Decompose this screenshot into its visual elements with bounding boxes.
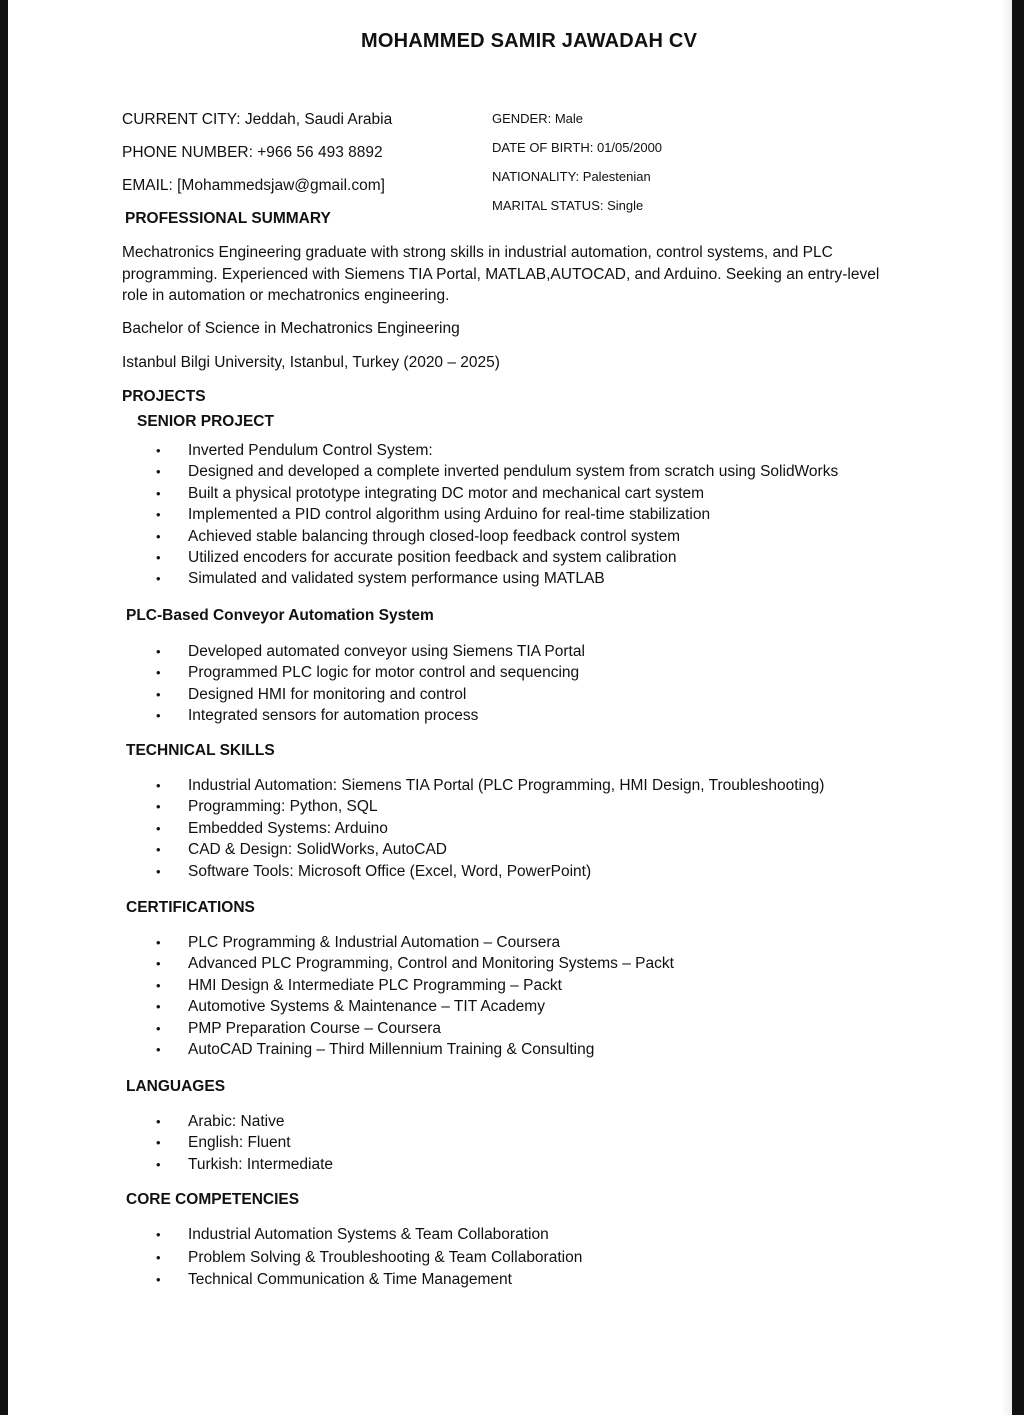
- list-item: • Embedded Systems: Arduino: [156, 818, 824, 839]
- list-item: • Designed and developed a complete inverted pendulum system from scratch using SolidWorks: [156, 461, 838, 482]
- cv-page: [8, 0, 1012, 1415]
- document-title: MOHAMMED SAMIR JAWADAH CV: [361, 30, 698, 52]
- list-item: • PMP Preparation Course – Coursera: [156, 1018, 674, 1039]
- projects-heading: PROJECTS: [122, 388, 206, 405]
- current-city: CURRENT CITY: Jeddah, Saudi Arabia: [122, 111, 393, 128]
- list-item: • Programming: Python, SQL: [156, 796, 824, 817]
- list-item: • Simulated and validated system performance using MATLAB: [156, 568, 838, 589]
- marital-status: MARITAL STATUS: Single: [492, 198, 644, 213]
- senior-project-heading: SENIOR PROJECT: [137, 413, 274, 430]
- university: Istanbul Bilgi University, Istanbul, Turkey (2020 – 2025): [122, 354, 500, 371]
- gender: GENDER: Male: [492, 111, 584, 126]
- skills-heading: TECHNICAL SKILLS: [126, 742, 275, 759]
- nationality: NATIONALITY: Palestenian: [492, 169, 651, 184]
- list-item: • CAD & Design: SolidWorks, AutoCAD: [156, 839, 824, 860]
- languages-heading: LANGUAGES: [126, 1078, 226, 1095]
- list-item: • Advanced PLC Programming, Control and Monitoring Systems – Packt: [156, 953, 674, 974]
- list-item: • English: Fluent: [156, 1132, 333, 1153]
- date-of-birth: DATE OF BIRTH: 01/05/2000: [492, 140, 663, 155]
- list-item: • HMI Design & Intermediate PLC Programming – Packt: [156, 975, 674, 996]
- plc-project-heading: PLC-Based Conveyor Automation System: [126, 607, 434, 624]
- list-item: • Programmed PLC logic for motor control and sequencing: [156, 662, 585, 683]
- competencies-heading: CORE COMPETENCIES: [126, 1191, 300, 1208]
- list-item: • Industrial Automation: Siemens TIA Portal (PLC Programming, HMI Design, Troubleshooting): [156, 775, 824, 796]
- list-item: • Software Tools: Microsoft Office (Excel, Word, PowerPoint): [156, 861, 824, 882]
- list-item: • Built a physical prototype integrating DC motor and mechanical cart system: [156, 483, 838, 504]
- languages-list: [156, 1111, 333, 1175]
- list-item: • Automotive Systems & Maintenance – TIT Academy: [156, 996, 674, 1017]
- list-item: • Utilized encoders for accurate position feedback and system calibration: [156, 547, 838, 568]
- list-item: • Industrial Automation Systems & Team Collaboration: [156, 1224, 582, 1247]
- skills-list: [156, 775, 824, 882]
- summary-heading: PROFESSIONAL SUMMARY: [125, 210, 331, 227]
- list-item: • Designed HMI for monitoring and control: [156, 684, 585, 705]
- page-edge-shadow: [1002, 0, 1012, 1415]
- phone-number: PHONE NUMBER: +966 56 493 8892: [122, 144, 383, 161]
- list-item: • Developed automated conveyor using Siemens TIA Portal: [156, 641, 585, 662]
- competencies-list: [156, 1224, 582, 1292]
- certifications-list: [156, 932, 674, 1060]
- list-item: • Arabic: Native: [156, 1111, 333, 1132]
- senior-project-list: [156, 440, 838, 590]
- list-item: • PLC Programming & Industrial Automation – Coursera: [156, 932, 674, 953]
- degree: Bachelor of Science in Mechatronics Engineering: [122, 320, 460, 337]
- list-item: • Achieved stable balancing through closed-loop feedback control system: [156, 526, 838, 547]
- list-item: • Integrated sensors for automation process: [156, 705, 585, 726]
- list-item: • Turkish: Intermediate: [156, 1154, 333, 1175]
- list-item: • Implemented a PID control algorithm using Arduino for real-time stabilization: [156, 504, 838, 525]
- list-item: • Technical Communication & Time Management: [156, 1269, 582, 1292]
- certifications-heading: CERTIFICATIONS: [126, 899, 255, 916]
- list-item: • Inverted Pendulum Control System:: [156, 440, 838, 461]
- summary-text: Mechatronics Engineering graduate with strong skills in industrial automation, control systems, and PLC programming. Experienced with Siemens TIA Portal, MATLAB,AUTOCAD, and Arduino. Seeking an entry-level role in automation or mechatronics engineering.: [122, 244, 880, 304]
- plc-project-list: [156, 641, 585, 727]
- list-item: • Problem Solving & Troubleshooting & Team Collaboration: [156, 1247, 582, 1270]
- list-item: • AutoCAD Training – Third Millennium Training & Consulting: [156, 1039, 674, 1060]
- email: EMAIL: [Mohammedsjaw@gmail.com]: [122, 177, 385, 194]
